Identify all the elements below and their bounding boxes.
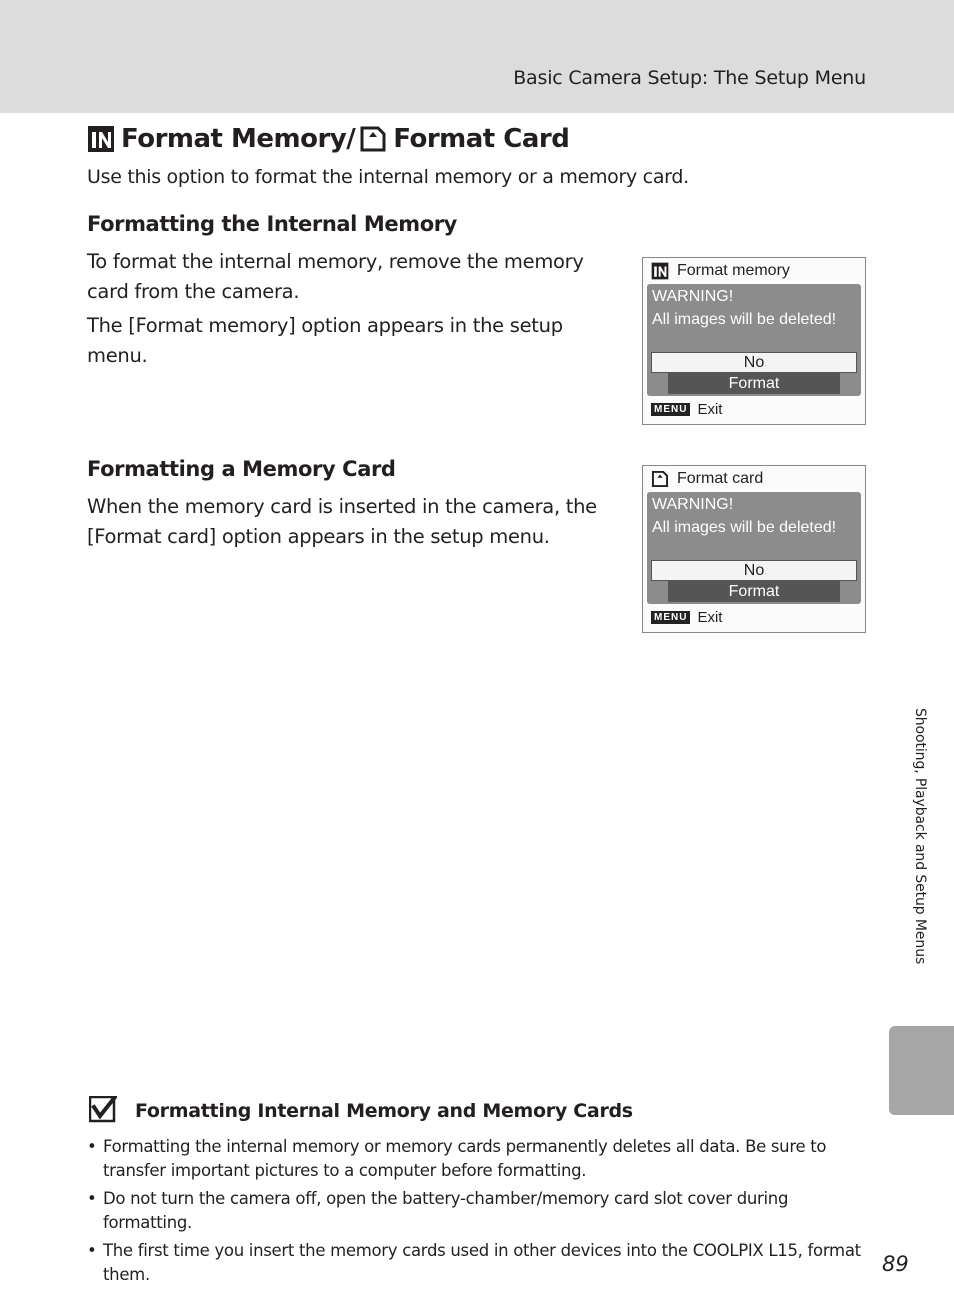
section-body-memory-card	[87, 492, 607, 556]
menu-button-icon: MENU	[651, 403, 690, 416]
section-heading-memory-card: Formatting a Memory Card	[87, 457, 396, 481]
menu-button-icon: MENU	[651, 611, 690, 624]
option-format[interactable]: Format	[668, 373, 840, 394]
format-card-screen	[642, 465, 866, 633]
check-note-icon	[89, 1096, 117, 1124]
side-tab-label: Shooting, Playback and Setup Menus	[912, 708, 928, 965]
option-format[interactable]: Format	[668, 581, 840, 602]
internal-memory-icon	[651, 262, 669, 280]
note-bullet-list	[87, 1135, 872, 1291]
memory-card-icon	[651, 470, 669, 488]
screen-title-row	[651, 262, 790, 280]
warning-panel	[647, 284, 861, 396]
page-title	[87, 124, 569, 154]
warning-message: All images will be deleted!	[652, 519, 837, 536]
option-no[interactable]: No	[651, 352, 857, 373]
side-tab	[889, 1026, 954, 1115]
running-header: Basic Camera Setup: The Setup Menu	[513, 67, 866, 89]
screen-title-row	[651, 470, 763, 488]
format-memory-screen	[642, 257, 866, 425]
page-number: 89	[882, 1252, 909, 1276]
internal-memory-icon	[87, 125, 115, 153]
warning-text	[652, 285, 836, 331]
warning-label: WARNING!	[652, 288, 734, 305]
section-heading-internal-memory: Formatting the Internal Memory	[87, 212, 457, 236]
warning-message: All images will be deleted!	[652, 311, 837, 328]
option-no[interactable]: No	[651, 560, 857, 581]
title-part-2: Format Card	[393, 124, 570, 154]
title-part-1: Format Memory/	[121, 124, 356, 154]
warning-text	[652, 493, 836, 539]
list-item: • Formatting the internal memory or memory cards permanently deletes all data. Be sure to transfer important pictures to a computer before formatting.	[87, 1135, 872, 1183]
screen-footer	[651, 609, 722, 626]
memory-card-icon	[359, 125, 387, 153]
header-band	[0, 0, 954, 113]
intro-text: Use this option to format the internal memory or a memory card.	[87, 166, 689, 188]
paragraph: To format the internal memory, remove the memory card from the camera.	[87, 250, 584, 303]
paragraph: The [Format memory] option appears in the setup menu.	[87, 314, 563, 367]
list-item: • Do not turn the camera off, open the battery-chamber/memory card slot cover during formatting.	[87, 1187, 872, 1235]
list-item: • The first time you insert the memory cards used in other devices into the COOLPIX L15, format them.	[87, 1239, 872, 1287]
exit-label: Exit	[697, 401, 723, 418]
warning-label: WARNING!	[652, 496, 734, 513]
exit-label: Exit	[697, 609, 723, 626]
note-heading: Formatting Internal Memory and Memory Cards	[135, 1100, 633, 1122]
section-body-internal-memory	[87, 247, 607, 375]
paragraph: When the memory card is inserted in the camera, the [Format card] option appears in the setup menu.	[87, 495, 597, 548]
screen-footer	[651, 401, 722, 418]
screen-title: Format memory	[677, 262, 790, 279]
warning-panel	[647, 492, 861, 604]
screen-title: Format card	[677, 470, 764, 487]
